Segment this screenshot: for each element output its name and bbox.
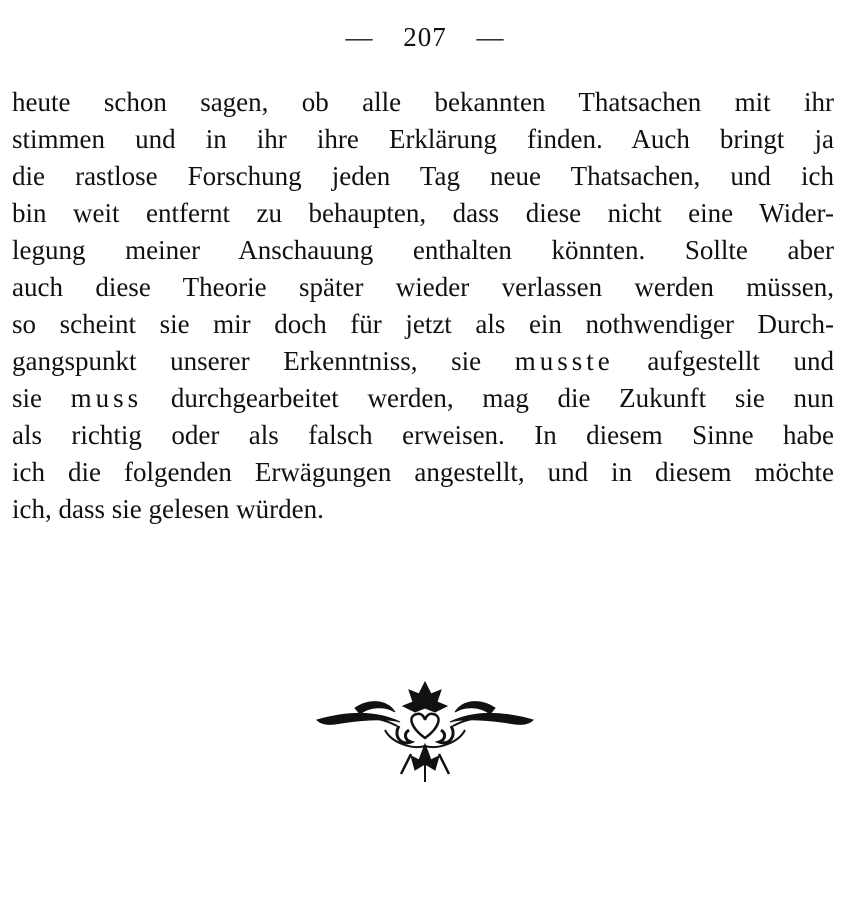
text-segment: als richtig oder als falsch erweisen. In diesem Sinne habe (12, 420, 834, 450)
text-segment: ich die folgenden Erwägungen angestellt, und in diesem möchte (12, 457, 834, 487)
text-segment: heute schon sagen, ob alle bekannten Thatsachen mit ihr (12, 87, 834, 117)
emphasized-word: musste (514, 346, 614, 376)
text-line (12, 232, 834, 269)
text-line (12, 343, 834, 380)
text-segment: aufgestellt und (613, 346, 834, 376)
text-line (12, 158, 834, 195)
text-line (12, 491, 834, 528)
text-line (12, 380, 834, 417)
body-paragraph (12, 84, 834, 528)
text-line (12, 454, 834, 491)
text-line (12, 269, 834, 306)
text-segment: die rastlose Forschung jeden Tag neue Thatsachen, und ich (12, 161, 834, 191)
decorative-vignette-icon (315, 680, 535, 785)
text-segment: auch diese Theorie später wieder verlassen werden müssen, (12, 272, 834, 302)
emphasized-word: muss (70, 383, 143, 413)
text-line (12, 121, 834, 158)
header-dash-right: — (476, 22, 505, 52)
text-line (12, 195, 834, 232)
text-line (12, 84, 834, 121)
text-segment: sie (12, 383, 71, 413)
text-line (12, 417, 834, 454)
text-segment: so scheint sie mir doch für jetzt als ein nothwendiger Durch- (12, 309, 834, 339)
page-header (0, 22, 850, 53)
text-segment: legung meiner Anschauung enthalten könnten. Sollte aber (12, 235, 834, 265)
text-segment: gangspunkt unserer Erkenntniss, sie (12, 346, 515, 376)
header-dash-left: — (345, 22, 374, 52)
text-line (12, 306, 834, 343)
text-segment: bin weit entfernt zu behaupten, dass diese nicht eine Wider- (12, 198, 834, 228)
page-number: 207 (403, 22, 447, 52)
text-segment: stimmen und in ihr ihre Erklärung finden. Auch bringt ja (12, 124, 834, 154)
text-segment: ich, dass sie gelesen würden. (12, 494, 324, 524)
text-segment: durchgearbeitet werden, mag die Zukunft sie nun (142, 383, 834, 413)
